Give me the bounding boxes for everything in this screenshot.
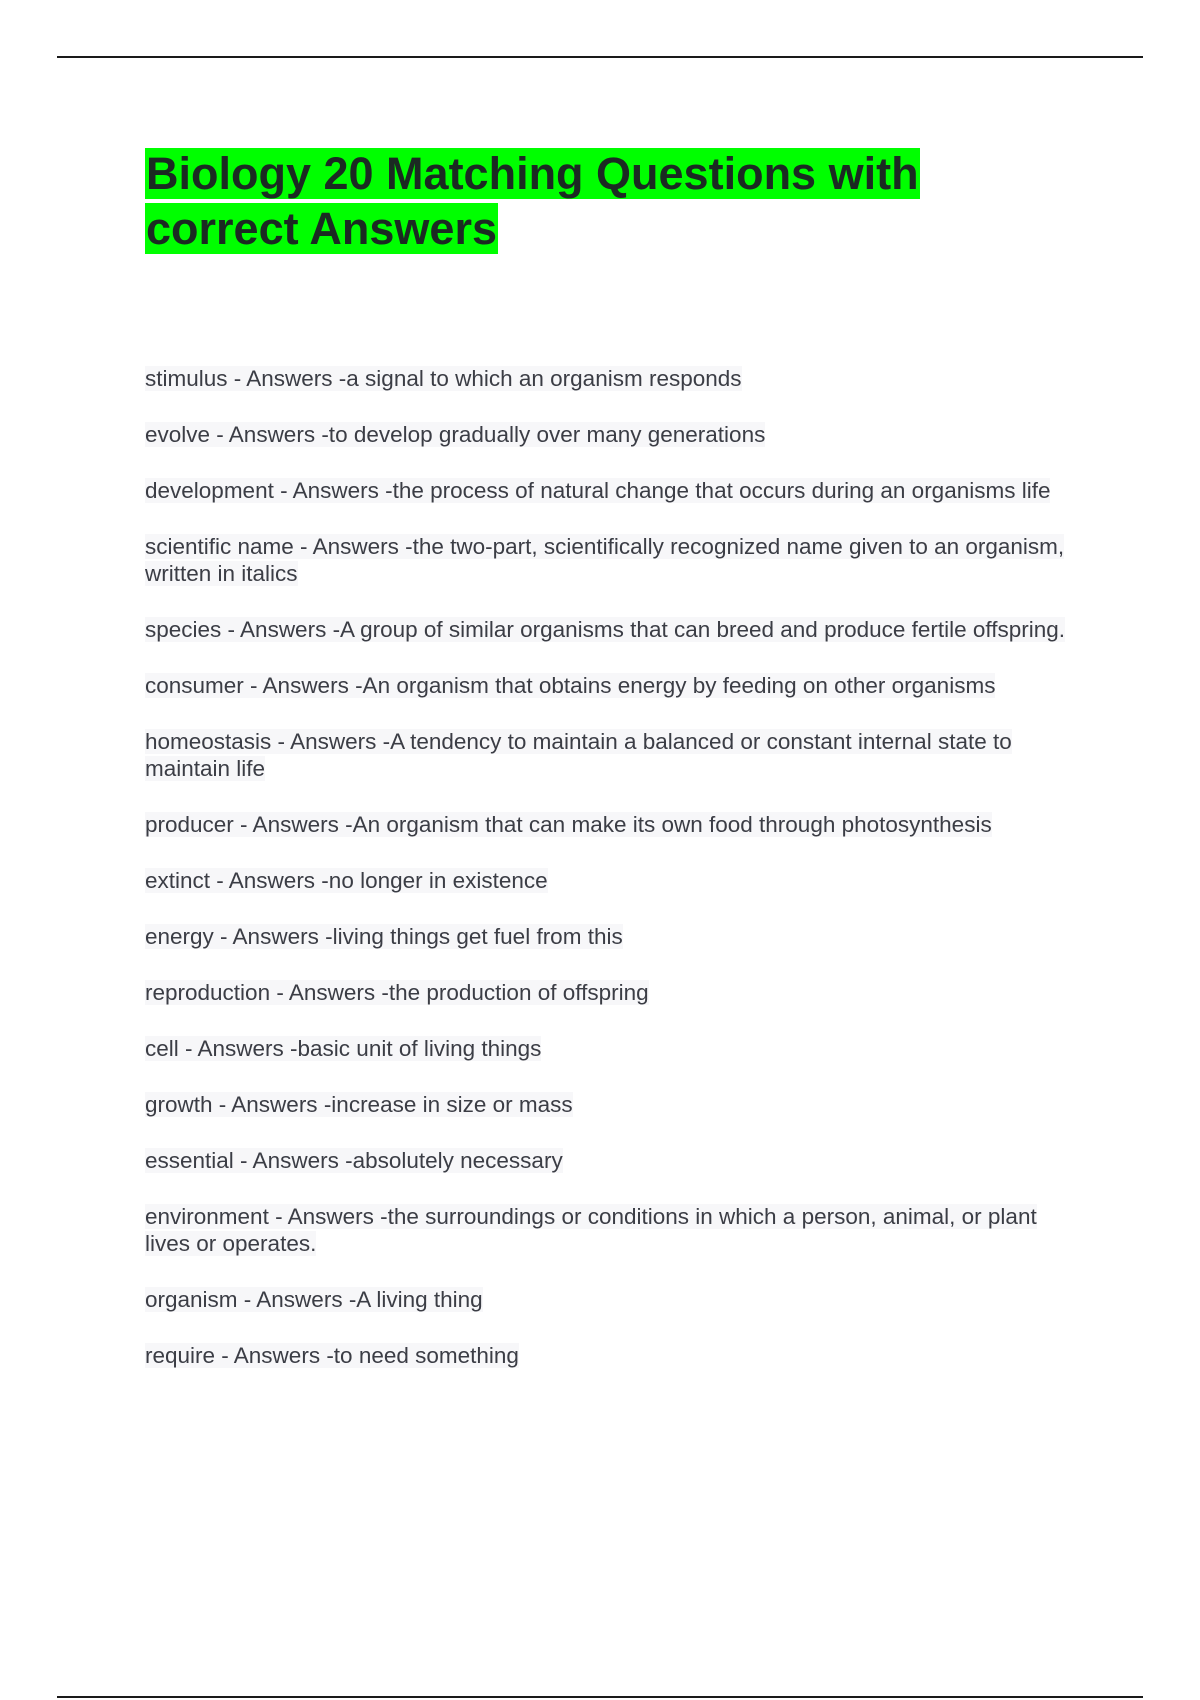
qa-item: stimulus - Answers -a signal to which an organism responds [145, 366, 742, 391]
qa-item: homeostasis - Answers -A tendency to maintain a balanced or constant internal state to maintain life [145, 729, 1012, 781]
top-divider [57, 56, 1143, 58]
qa-item: essential - Answers -absolutely necessary [145, 1148, 563, 1173]
document-title [145, 146, 1045, 256]
bottom-divider [57, 1696, 1143, 1698]
document-title-text: Biology 20 Matching Questions with correct Answers [146, 148, 919, 254]
qa-item: reproduction - Answers -the production of offspring [145, 980, 649, 1005]
qa-item: cell - Answers -basic unit of living things [145, 1036, 542, 1061]
qa-item: development - Answers -the process of natural change that occurs during an organisms life [145, 478, 1051, 503]
qa-item: scientific name - Answers -the two-part, scientifically recognized name given to an organism, written in italics [145, 534, 1065, 586]
qa-list [145, 365, 1085, 1398]
qa-item: species - Answers -A group of similar organisms that can breed and produce fertile offspring. [145, 617, 1066, 642]
qa-item: consumer - Answers -An organism that obtains energy by feeding on other organisms [145, 673, 996, 698]
qa-item: extinct - Answers -no longer in existence [145, 868, 548, 893]
qa-item: producer - Answers -An organism that can make its own food through photosynthesis [145, 812, 992, 837]
qa-item: growth - Answers -increase in size or mass [145, 1092, 573, 1117]
qa-item: organism - Answers -A living thing [145, 1287, 483, 1312]
qa-item: energy - Answers -living things get fuel from this [145, 924, 623, 949]
qa-item: environment - Answers -the surroundings or conditions in which a person, animal, or plant lives or operates. [145, 1204, 1037, 1256]
qa-item: require - Answers -to need something [145, 1343, 519, 1368]
qa-item: evolve - Answers -to develop gradually over many generations [145, 422, 766, 447]
